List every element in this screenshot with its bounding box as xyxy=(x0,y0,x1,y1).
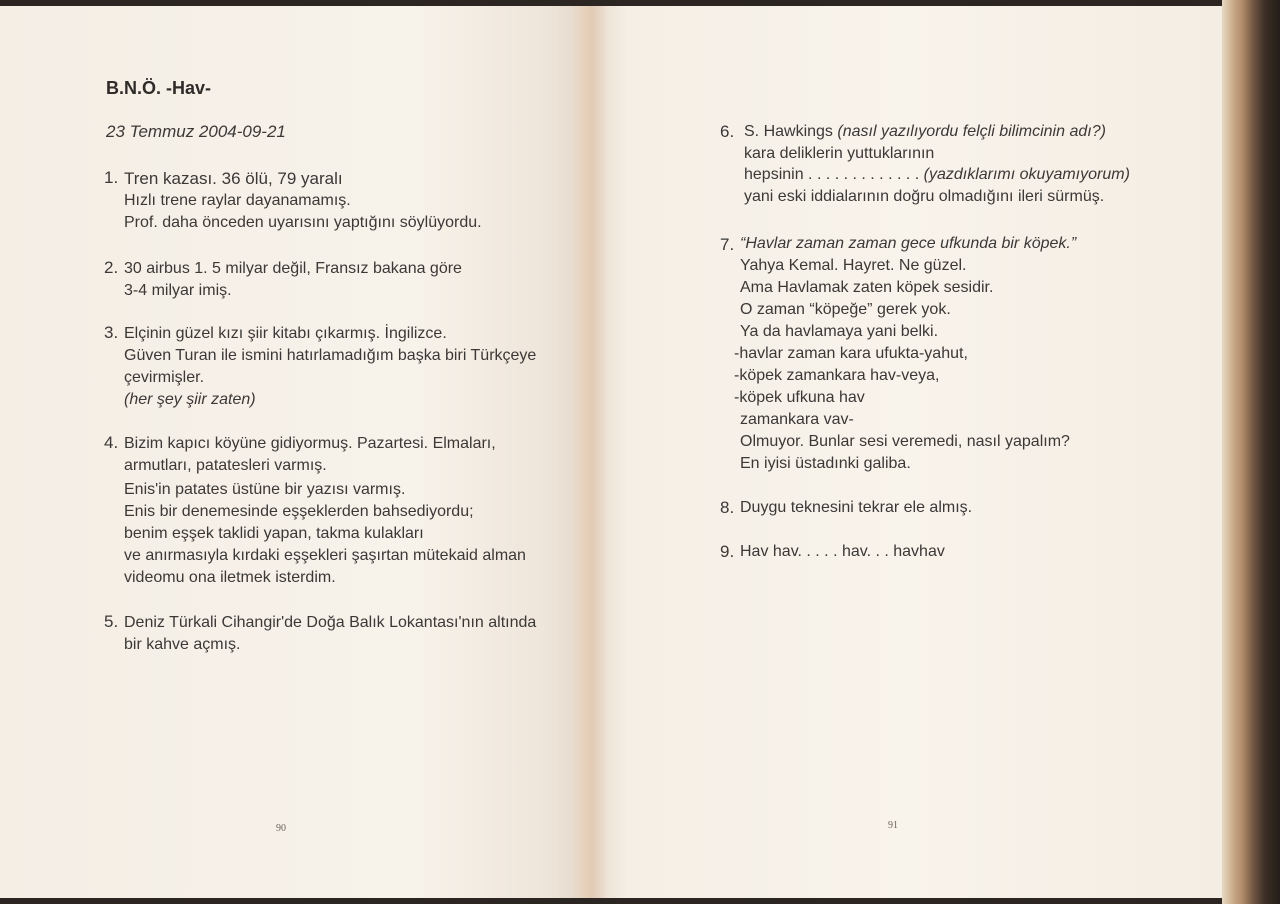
poem-heading: B.N.Ö. -Hav- xyxy=(106,78,212,98)
item-line: benim eşşek taklidi yapan, takma kulakları xyxy=(124,525,424,542)
item-line: Duygu teknesini tekrar ele almış. xyxy=(740,499,973,516)
item-line: videomu ona iletmek isterdim. xyxy=(124,569,336,586)
page-number-left: 90 xyxy=(276,823,286,834)
item-line: S. Hawkings (nasıl yazılıyordu felçli bilimcinin adı?) xyxy=(744,123,1106,140)
item-number: 6. xyxy=(720,122,735,141)
page-edges xyxy=(1222,0,1280,904)
item-line: -köpek ufkuna hav xyxy=(734,389,865,406)
item-line: Enis'in patates üstüne bir yazısı varmış. xyxy=(124,481,406,498)
item-number: 5. xyxy=(104,612,119,631)
page-number-right: 91 xyxy=(888,820,898,831)
item-line: armutları, patatesleri varmış. xyxy=(124,457,327,474)
item-line: hepsinin . . . . . . . . . . . . . (yazdıklarımı okuyamıyorum) xyxy=(744,166,1130,183)
item-line: zamankara vav- xyxy=(740,411,854,428)
item-line: Yahya Kemal. Hayret. Ne güzel. xyxy=(740,257,967,274)
item-line: Ya da havlamaya yani belki. xyxy=(740,323,939,340)
item-line: ve anırmasıyla kırdaki eşşekleri şaşırtan mütekaid alman xyxy=(124,547,526,564)
item-number: 4. xyxy=(104,433,119,452)
item-line: O zaman “köpeğe” gerek yok. xyxy=(740,301,951,318)
item-line: Tren kazası. 36 ölü, 79 yaralı xyxy=(124,169,343,188)
item-line: Olmuyor. Bunlar sesi veremedi, nasıl yapalım? xyxy=(740,433,1070,450)
item-line: Güven Turan ile ismini hatırlamadığım başka biri Türkçeye xyxy=(124,347,537,364)
item-line: -köpek zamankara hav-veya, xyxy=(734,367,940,384)
item-line: bir kahve açmış. xyxy=(124,636,241,653)
item-line: Bizim kapıcı köyüne gidiyormuş. Pazartesi. Elmaları, xyxy=(124,435,496,452)
item-line: Ama Havlamak zaten köpek sesidir. xyxy=(740,279,994,296)
item-number: 9. xyxy=(720,542,735,561)
item-line: Hav hav. . . . . hav. . . havhav xyxy=(740,543,945,560)
item-line: 30 airbus 1. 5 milyar değil, Fransız bakana göre xyxy=(124,260,462,277)
item-number: 8. xyxy=(720,498,735,517)
book-gutter xyxy=(572,6,608,898)
item-line: -havlar zaman kara ufukta-yahut, xyxy=(734,345,968,362)
item-number: 2. xyxy=(104,258,119,277)
item-number: 3. xyxy=(104,323,119,342)
item-line: Enis bir denemesinde eşşeklerden bahsediyordu; xyxy=(124,503,474,520)
item-line: yani eski iddialarının doğru olmadığını ileri sürmüş. xyxy=(744,188,1105,205)
item-number: 7. xyxy=(720,235,735,254)
item-number: 1. xyxy=(104,168,119,187)
poem-date: 23 Temmuz 2004-09-21 xyxy=(106,122,286,141)
item-line: 3-4 milyar imiş. xyxy=(124,282,232,299)
item-line: (her şey şiir zaten) xyxy=(124,391,256,408)
item-line: En iyisi üstadınki galiba. xyxy=(740,455,911,472)
item-line: Deniz Türkali Cihangir'de Doğa Balık Lokantası'nın altında xyxy=(124,614,537,631)
item-line: “Havlar zaman zaman gece ufkunda bir köpek.” xyxy=(740,235,1077,252)
item-line: çevirmişler. xyxy=(124,369,205,386)
item-line: Hızlı trene raylar dayanamamış. xyxy=(124,192,351,209)
item-line: Prof. daha önceden uyarısını yaptığını söylüyordu. xyxy=(124,214,482,231)
item-line: Elçinin güzel kızı şiir kitabı çıkarmış. İngilizce. xyxy=(124,325,447,342)
item-line: kara deliklerin yuttuklarının xyxy=(744,145,935,162)
